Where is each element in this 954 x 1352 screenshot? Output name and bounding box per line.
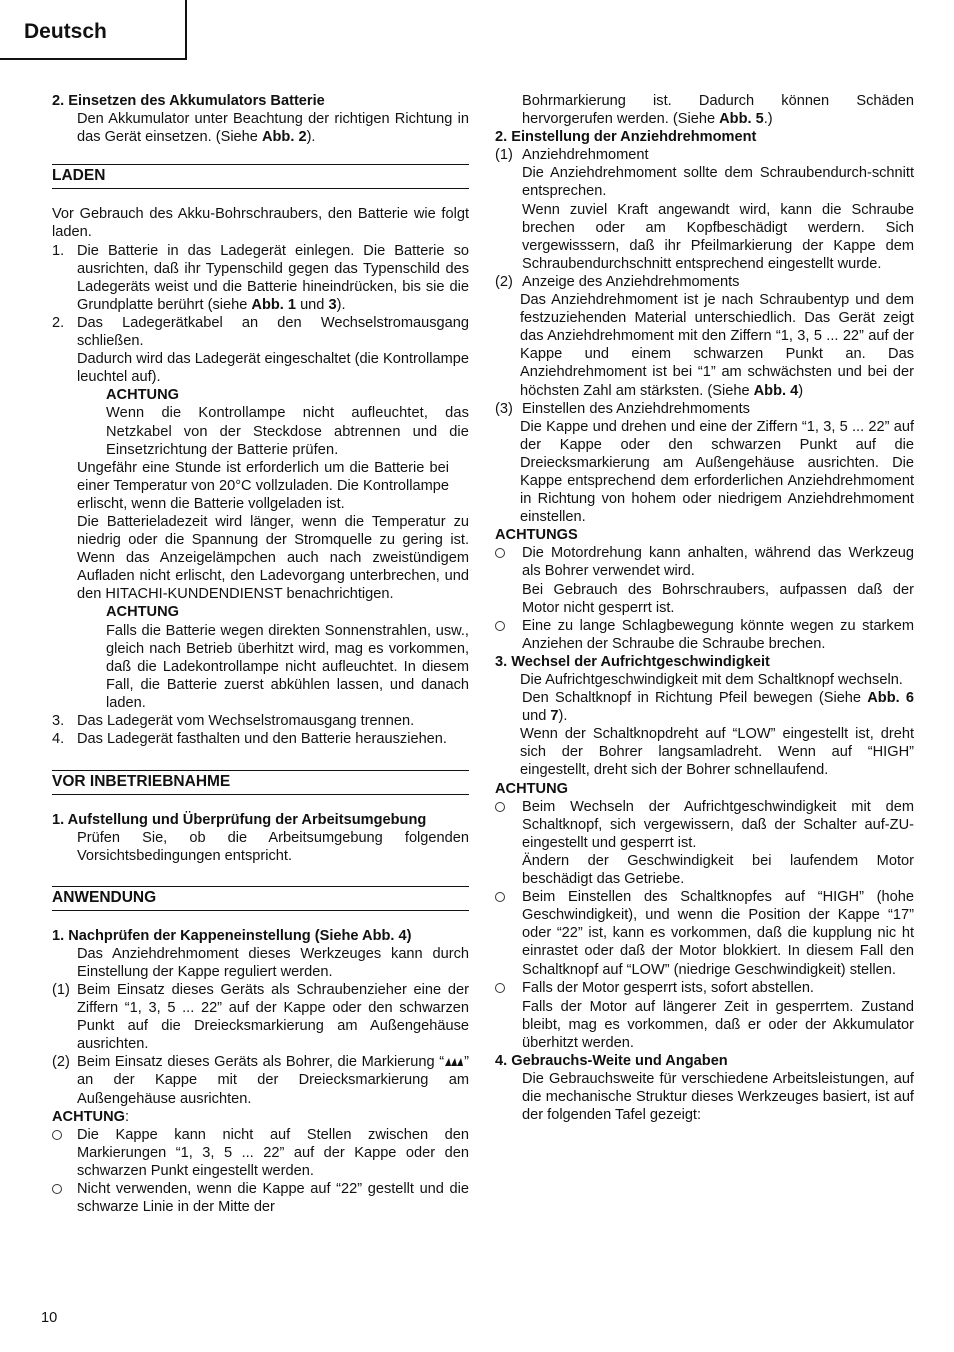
circle-bullet-icon [495, 983, 505, 993]
paragraph: Falls der Motor auf längerer Zeit in gesperrtem. Zustand bleibt, mag es vorkommen, daß er oder der Akkumulator überhitzt werden. [522, 998, 914, 1051]
paragraph: Ungefähr eine Stunde ist erforderlich um die Batterie bei einer Temperatur von 20°C vollzuladen. Die Kontrollampe erlischt, wenn die Batterie vollgeladen ist. [77, 459, 449, 512]
heading-anwendung: ANWENDUNG [52, 886, 469, 911]
list-item: 4. Das Ladegerät fasthalten und den Batterie herausziehen. [52, 731, 447, 748]
bullet-item: Beim Wechseln der Aufrichtgeschwindigkeit mit dem Schaltknopf, sich vergewissern, daß der Schalter auf-ZU-eingestellt und gesperrt ist. [495, 798, 914, 852]
list-item: (2) Anzeige des Anziehdrehmoments [495, 273, 740, 290]
circle-bullet-icon [495, 621, 505, 631]
section-title-cap-setting: 1. Nachprüfen der Kappeneinstellung (Siehe Abb. 4) [52, 927, 412, 944]
caution-title: ACHTUNG [106, 387, 179, 404]
circle-bullet-icon [495, 802, 505, 812]
paragraph: Den Schaltknopf in Richtung Pfeil bewegen (Siehe Abb. 6 und 7). [522, 690, 914, 725]
language-tab [0, 0, 187, 60]
list-item: (1) Beim Einsatz dieses Geräts als Schraubenzieher eine der Ziffern “1, 3, 5 ... 22” auf der Kappe oder den schwarzen Punkt auf die Dreiecksmarkierung am Außengehäuse ausrichten. [52, 981, 469, 1053]
paragraph: Bei Gebrauch des Bohrschraubers, aufpassen daß der Motor nicht gesperrt ist. [522, 581, 914, 616]
paragraph: Wenn der Schaltknopdreht auf “LOW” eingestellt ist, dreht sich der Bohrer langsamladreht. Wenn auf “HIGH” eingestellt, dreht sich der Bohrer schnellaufend. [520, 726, 914, 779]
list-item: (1) Anziehdrehmoment [495, 147, 649, 164]
circle-bullet-icon [495, 548, 505, 558]
paragraph: Prüfen Sie, ob die Arbeitsumgebung folgenden Vorsichtsbedingungen entspricht. [77, 830, 469, 865]
paragraph: Ändern der Geschwindigkeit bei laufendem Motor beschädigt das Getriebe. [522, 852, 914, 888]
section-title-speed: 3. Wechsel der Aufrichtgeschwindigkeit [495, 653, 770, 670]
section-title-work-area: 1. Aufstellung und Überprüfung der Arbeitsumgebung [52, 812, 427, 829]
caution-title: ACHTUNG: [52, 1108, 130, 1125]
drill-mark-icon [444, 1057, 464, 1067]
bullet-item: Die Kappe kann nicht auf Stellen zwischen den Markierungen “1, 3, 5 ... 22” auf der Kappe oder den schwarzen Punkt eingestellt werden. [52, 1126, 469, 1180]
heading-vor-inbetriebnahme: VOR INBETRIEBNAHME [52, 770, 469, 795]
caution-text: Falls die Batterie wegen direkten Sonnenstrahlen, usw., gleich nach Betrieb überhitzt wird, mag es vorkommen, daß die Ladekontrollampe nicht aufleuchtet. In diesem Fall, die Batterie zuerst abkühlen lassen, und danach laden. [106, 622, 469, 711]
left-column [52, 92, 469, 1216]
list-item: 2. Das Ladegerätkabel an den Wechselstromausgang schließen. [52, 314, 469, 350]
circle-bullet-icon [52, 1184, 62, 1194]
circle-bullet-icon [495, 892, 505, 902]
bullet-item: Nicht verwenden, wenn die Kappe auf “22” gestellt und die schwarze Linie in der Mitte der [52, 1180, 469, 1216]
paragraph: Die Batterieladezeit wird länger, wenn die Temperatur zu niedrig oder die Spannung der Stromquelle zu gering ist. Wenn das Anzeigelämpchen auch nach zweistündigem Aufladen nicht erlischt, den Ladevorgang unterbrechen, und den HITACHI-KUNDENDIENST benachrichtigen. [77, 513, 469, 603]
paragraph: Die Aufrichtgeschwindigkeit mit dem Schaltknopf wechseln. [520, 672, 903, 688]
section-title-torque: 2. Einstellung der Anziehdrehmoment [495, 129, 757, 146]
paragraph: Das Anziehdrehmoment ist je nach Schraubentyp und dem festzuziehenden Material unterschiedlich. Das Gerät zeigt das Anziehdrehmoment mit den Ziffern “1, 3, 5 ... 22” auf der Kappe und einem schwarzen Punkt an. Das Anziehdrehmoment ist bei “1” am schwächsten und bei der höchsten Zahl am stärksten. (Siehe Abb. 4) [520, 292, 914, 399]
section-title-insert-battery: 2. Einsetzen des Akkumulators Batterie [52, 93, 325, 109]
paragraph: Wenn zuviel Kraft angewandt wird, kann die Schraube brechen oder am Kopfbeschädigt werdern. Sich vergewisssern, daß ihr Pfeilmarkierung der Kappe dem Schraubendurchschnitt entsprechend eingestellt wurde. [522, 201, 914, 272]
bullet-item: Die Motordrehung kann anhalten, während das Werkzeug als Bohrer verwendet wird. [495, 544, 914, 580]
caution-title: ACHTUNGS [495, 527, 578, 544]
bullet-item: Eine zu lange Schlagbewegung könnte wegen zu starkem Anziehen der Schraube die Schraube brechen. [495, 617, 914, 653]
paragraph: Dadurch wird das Ladegerät eingeschaltet (die Kontrollampe leuchtel auf). [77, 351, 469, 386]
section-title-usage: 4. Gebrauchs-Weite und Angaben [495, 1052, 728, 1069]
paragraph: Die Anziehdrehmoment sollte dem Schraubendurch-schnitt entsprechen. [522, 165, 914, 200]
list-item: (2) Beim Einsatz dieses Geräts als Bohrer, die Markierung “ ” an der Kappe mit der Dreiecksmarkierung am Außengehäuse ausrichten. [52, 1054, 469, 1107]
paragraph: Die Kappe und drehen und eine der Ziffern “1, 3, 5 ... 22” auf der Kappe oder den schwarzen Punkt auf die Dreiecksmarkierung am Außengehäuse ausrichten. Die Kappe entsprechend dem erforderlichen Anziehdrehmoment in Richtung von hohem oder niedrigem Anziehdrehmoment einstellen. [520, 418, 914, 526]
list-item: (3) Einstellen des Anziehdrehmoments [495, 400, 750, 417]
paragraph: Das Anziehdrehmoment dieses Werkzeuges kann durch Einstellung der Kappe reguliert werden. [77, 945, 469, 980]
page-number: 10 [41, 1310, 58, 1326]
paragraph: Bohrmarkierung ist. Dadurch können Schäden hervorgerufen werden. (Siehe Abb. 5.) [522, 93, 914, 128]
insert-battery-text: Den Akkumulator unter Beachtung der richtigen Richtung in das Gerät einsetzen. (Siehe Abb. 2). [77, 111, 469, 146]
bullet-item: Beim Einstellen des Schaltknopfes auf “HIGH” (hohe Geschwindigkeit), und wenn die Position der Kappe “17” oder “22” ist, kann es vorkommen, daß die kupplung nic ht einrastet oder daß der Motor blokkiert. In diesem Fall den Schaltknopf auf “LOW” (niedrige Geschwindigkeit) stellen. [495, 888, 914, 978]
language-label: Deutsch [24, 20, 107, 43]
paragraph: Die Gebrauchsweite für verschiedene Arbeitsleistungen, auf die mechanische Struktur dieses Werkzeuges basiert, ist auf der folgenden Tafel gezeigt: [522, 1071, 914, 1124]
bullet-item: Falls der Motor gesperrt ists, sofort abstellen. [495, 979, 914, 998]
circle-bullet-icon [52, 1130, 62, 1140]
heading-laden: LADEN [52, 164, 469, 189]
list-item: 3. Das Ladegerät vom Wechselstromausgang trennen. [52, 713, 415, 729]
caution-title: ACHTUNG [495, 780, 568, 797]
right-column [495, 92, 914, 1124]
list-item: 1. Die Batterie in das Ladegerät einlegen. Die Batterie so ausrichten, daß ihr Typenschild gegen das Typenschild des Ladegeräts weist und die Batterie hineindrücken, bis sie die Grundplatte berührt (siehe Abb. 1 und 3). [52, 242, 469, 313]
caution-title: ACHTUNG [106, 604, 179, 621]
caution-text: Wenn die Kontrollampe nicht aufleuchtet, das Netzkabel von der Steckdose abtrennen und die Einsetzrichtung der Batterie prüfen. [106, 405, 469, 458]
laden-intro: Vor Gebrauch des Akku-Bohrschraubers, den Batterie wie folgt laden. [52, 206, 469, 241]
